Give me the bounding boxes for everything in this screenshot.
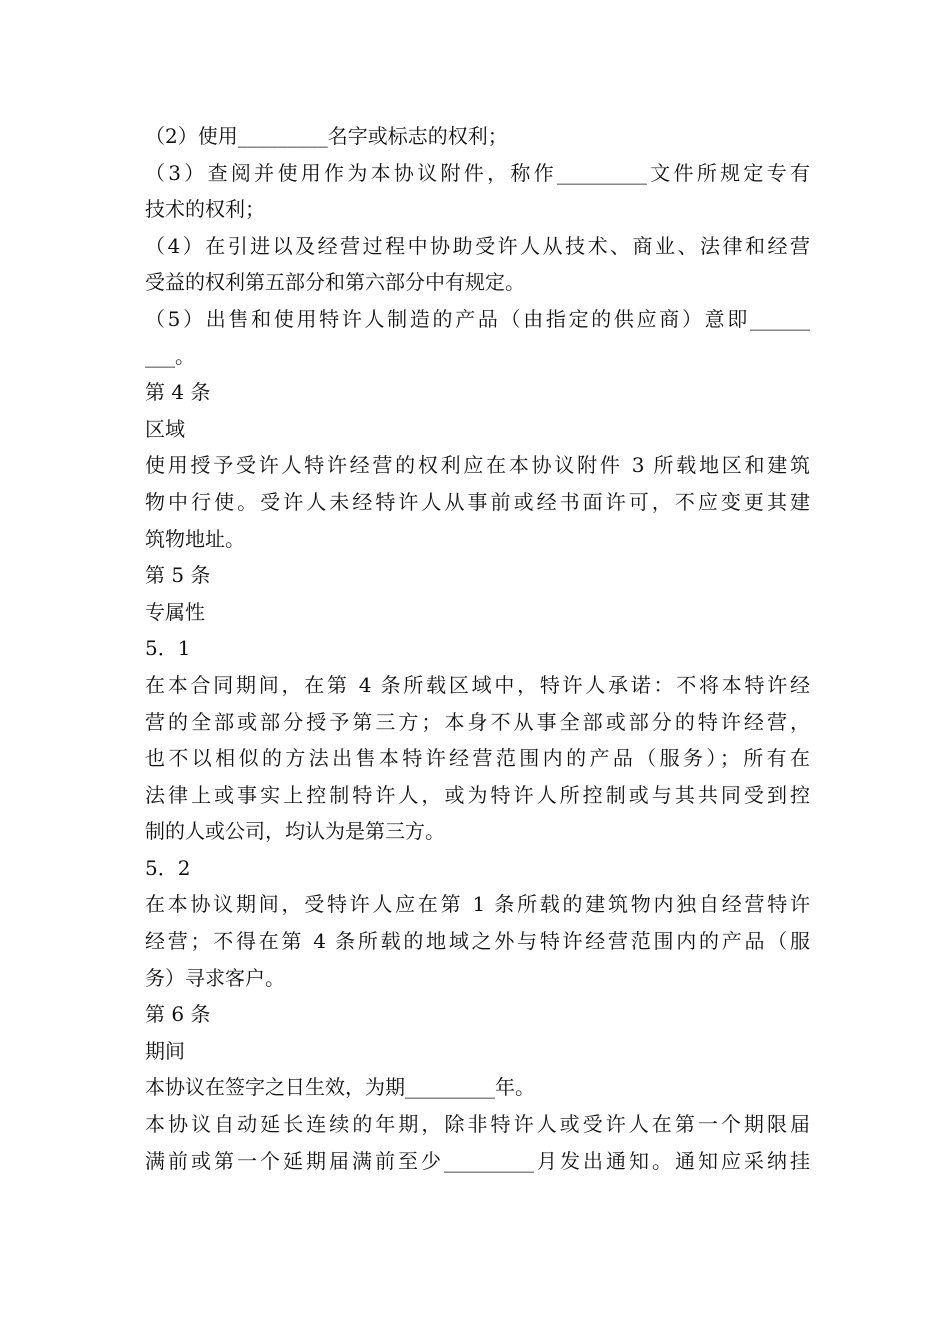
text-line: 受益的权利第五部分和第六部分中有规定。 [145, 270, 525, 295]
section-title: 专属性 [145, 599, 205, 624]
text-line: 使用授予受许人特许经营的权利应在本协议附件 3 所载地区和建筑 [145, 453, 810, 478]
text-line: 在本合同期间，在第 4 条所载区域中，特许人承诺：不将本特许经 [145, 672, 810, 697]
document-body [145, 118, 810, 1179]
text-line: 本协议在签字之日生效，为期_________年。 [145, 1075, 535, 1100]
text-line: 制的人或公司，均认为是第三方。 [145, 819, 445, 844]
text-line: 技术的权利； [145, 197, 265, 222]
section-title: 区域 [145, 416, 185, 441]
text-line: 营的全部或部分授予第三方；本身不从事全部或部分的特许经营， [145, 709, 810, 734]
text-line: （3）查阅并使用作为本协议附件，称作_________文件所规定专有 [145, 160, 810, 185]
section-heading: 第 5 条 [145, 563, 211, 588]
clause-number: 5．1 [145, 636, 191, 661]
text-line: 法律上或事实上控制特许人，或为特许人所控制或与其共同受到控 [145, 782, 810, 807]
section-heading: 第 4 条 [145, 380, 211, 405]
text-line: ___。 [145, 343, 195, 368]
text-line: 经营；不得在第 4 条所载的地域之外与特许经营范围内的产品（服 [145, 929, 810, 954]
text-line: 在本协议期间，受特许人应在第 1 条所载的建筑物内独自经营特许 [145, 892, 810, 917]
section-heading: 第 6 条 [145, 1002, 211, 1027]
text-line: 也不以相似的方法出售本特许经营范围内的产品（服务）；所有在 [145, 746, 810, 771]
text-line: （4）在引进以及经营过程中协助受许人从技术、商业、法律和经营 [145, 233, 810, 258]
text-line: 物中行使。受许人未经特许人从事前或经书面许可，不应变更其建 [145, 489, 810, 514]
text-line: （5）出售和使用特许人制造的产品（由指定的供应商）意即______ [145, 306, 810, 331]
text-line: 筑物地址。 [145, 526, 245, 551]
text-line: （2）使用_________名字或标志的权利； [145, 124, 508, 148]
section-title: 期间 [145, 1038, 185, 1063]
text-line: 务）寻求客户。 [145, 965, 285, 990]
text-line: 满前或第一个延期届满前至少_________月发出通知。通知应采纳挂 [145, 1148, 810, 1173]
text-line: 本协议自动延长连续的年期，除非特许人或受许人在第一个期限届 [145, 1112, 810, 1137]
clause-number: 5．2 [145, 855, 191, 880]
